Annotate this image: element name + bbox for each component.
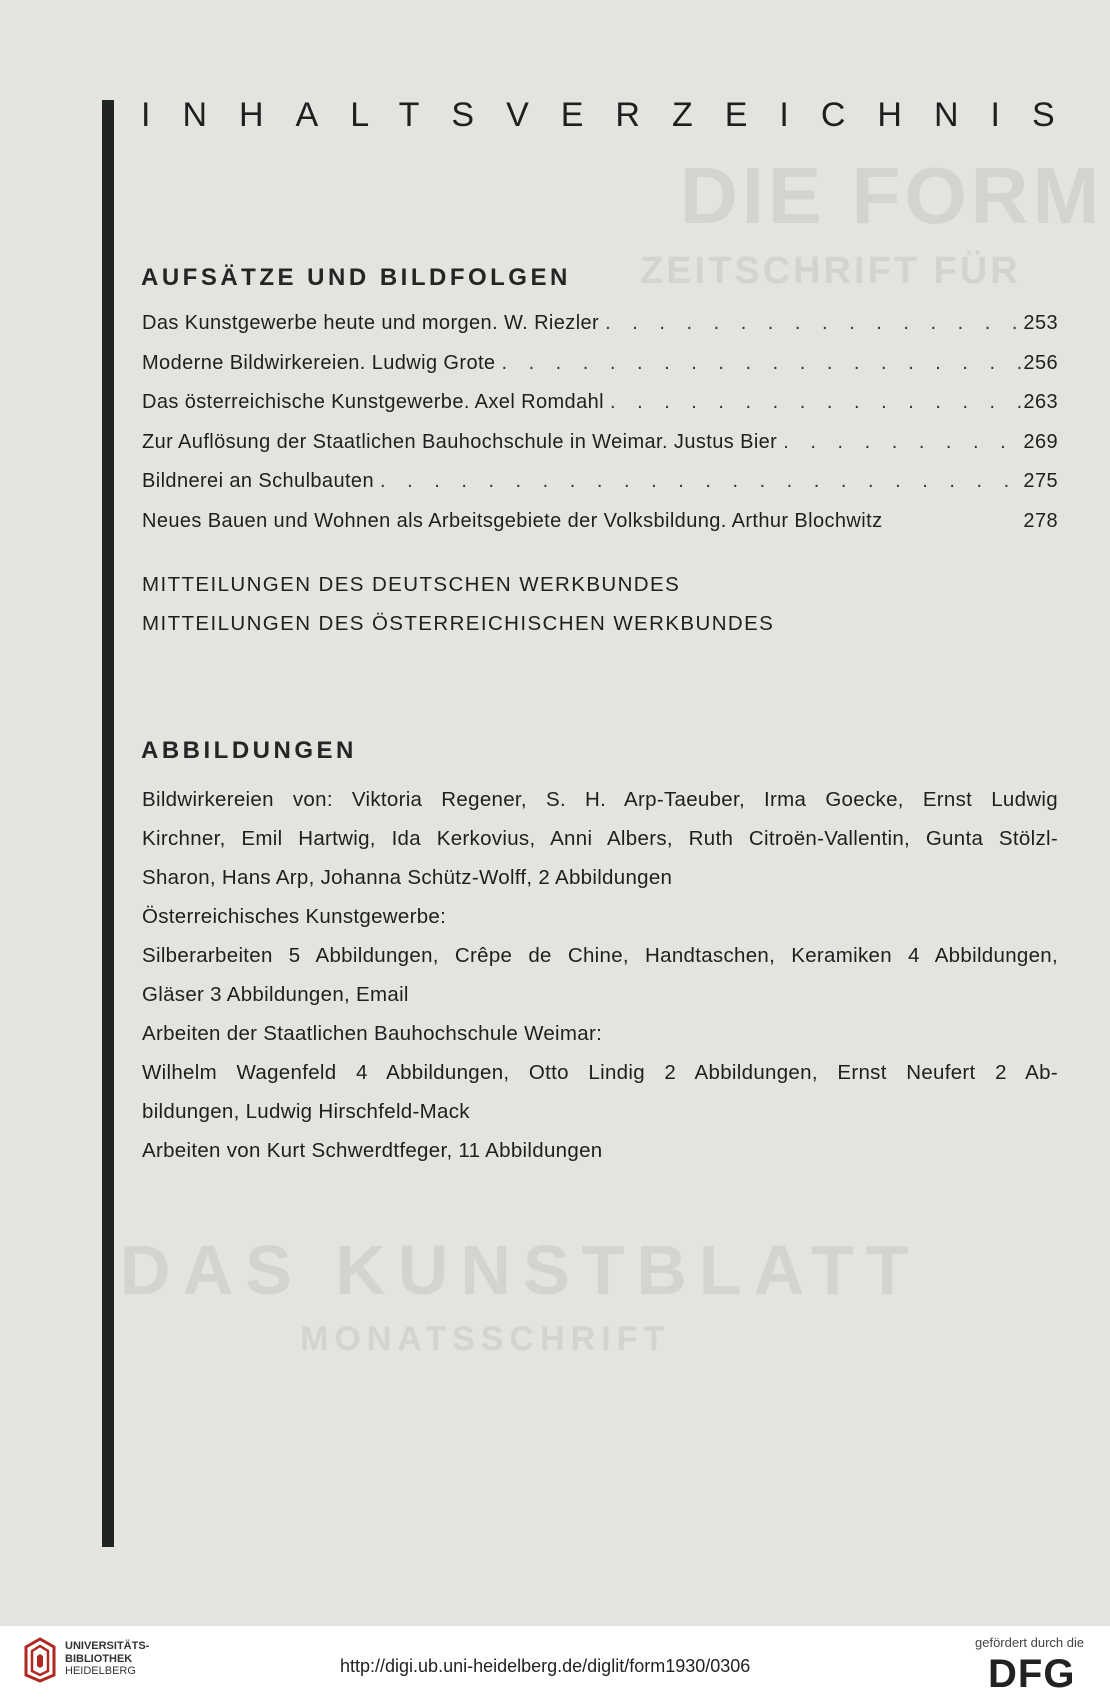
illustrations-list — [142, 780, 1058, 1170]
dfg-logo[interactable]: DFG — [988, 1652, 1076, 1696]
toc-entry[interactable] — [142, 470, 1058, 510]
toc-entry-page: 263 — [1023, 391, 1058, 413]
section-heading-illustrations: ABBILDUNGEN — [141, 737, 357, 764]
illustrations-line: Arbeiten der Staatlichen Bauhochschule Weimar: — [142, 1022, 603, 1045]
funding-note: gefördert durch die — [975, 1635, 1085, 1650]
toc-entry-page: 278 — [1023, 509, 1058, 532]
toc-entry-page: 275 — [1023, 470, 1058, 492]
toc-leader-dots — [777, 431, 1023, 454]
toc-entry-page: 256 — [1023, 351, 1058, 374]
library-name-line: HEIDELBERG — [65, 1665, 136, 1677]
library-name-line: BIBLIOTHEK — [65, 1652, 133, 1665]
toc-entry-page: 253 — [1023, 312, 1058, 334]
toc-list — [142, 312, 1058, 549]
illustrations-line: bildungen, Ludwig Hirschfeld-Mack — [142, 1100, 470, 1123]
library-name[interactable] — [65, 1640, 149, 1678]
illustrations-line: Sharon, Hans Arp, Johanna Schütz-Wolff, 2 Abbildungen — [142, 866, 673, 889]
toc-leader-dots — [604, 391, 1023, 414]
toc-entry[interactable] — [142, 391, 1058, 431]
bleed-through-text: DIE FORM — [680, 151, 1104, 240]
toc-entry[interactable] — [142, 352, 1058, 392]
toc-entry-title: Zur Auflösung der Staatlichen Bauhochschule in Weimar. Justus Bier — [142, 430, 778, 453]
toc-leader-dots — [599, 312, 1023, 335]
toc-entry-title: Neues Bauen und Wohnen als Arbeitsgebiete der Volksbildung. Arthur Blochwitz — [142, 509, 883, 532]
library-name-line: UNIVERSITÄTS- — [65, 1640, 150, 1652]
bleed-through-text: MONATSSCHRIFT — [300, 1320, 671, 1358]
illustrations-line: Bildwirkereien von: Viktoria Regener, S. H. Arp-Taeuber, Irma Goecke, Ernst Ludwig — [142, 788, 1058, 811]
toc-entry-title: Das Kunstgewerbe heute und morgen. W. Riezler — [142, 312, 600, 334]
toc-leader-dots — [374, 470, 1023, 493]
illustrations-line: Kirchner, Emil Hartwig, Ida Kerkovius, Anni Albers, Ruth Citroën-Vallentin, Gunta Stölzl- — [142, 827, 1058, 850]
toc-entry-title: Das österreichische Kunstgewerbe. Axel Romdahl — [142, 391, 604, 413]
toc-entry-title: Moderne Bildwirkereien. Ludwig Grote — [142, 351, 496, 374]
toc-entry-title: Bildnerei an Schulbauten — [142, 470, 374, 492]
vertical-bar — [102, 100, 114, 1547]
section-heading-essays: AUFSÄTZE UND BILDFOLGEN — [141, 264, 571, 291]
illustrations-line: Gläser 3 Abbildungen, Email — [142, 983, 409, 1006]
toc-leader-dots — [495, 352, 1023, 375]
mitteilungen-oesterreich[interactable]: MITTEILUNGEN DES ÖSTERREICHISCHEN WERKBUNDES — [142, 612, 775, 635]
mitteilungen-deutsch[interactable]: MITTEILUNGEN DES DEUTSCHEN WERKBUNDES — [142, 573, 681, 596]
page-title: INHALTSVERZEICHNIS — [141, 96, 1087, 134]
permalink-url[interactable]: http://digi.ub.uni-heidelberg.de/diglit/form1930/0306 — [340, 1656, 751, 1676]
illustrations-line: Wilhelm Wagenfeld 4 Abbildungen, Otto Lindig 2 Abbildungen, Ernst Neufert 2 Ab- — [142, 1061, 1058, 1084]
illustrations-line: Silberarbeiten 5 Abbildungen, Crêpe de Chine, Handtaschen, Keramiken 4 Abbildungen, — [142, 944, 1058, 967]
toc-entry[interactable] — [142, 431, 1058, 471]
illustrations-line: Österreichisches Kunstgewerbe: — [142, 905, 447, 928]
bleed-through-text: ZEITSCHRIFT FÜR — [640, 250, 1021, 292]
toc-entry[interactable] — [142, 510, 1058, 550]
library-logo-icon[interactable] — [22, 1637, 58, 1683]
toc-entry[interactable] — [142, 312, 1058, 352]
illustrations-line: Arbeiten von Kurt Schwerdtfeger, 11 Abbildungen — [142, 1139, 603, 1162]
bleed-through-text: DAS KUNSTBLATT — [120, 1231, 921, 1309]
toc-entry-page: 269 — [1023, 430, 1058, 453]
